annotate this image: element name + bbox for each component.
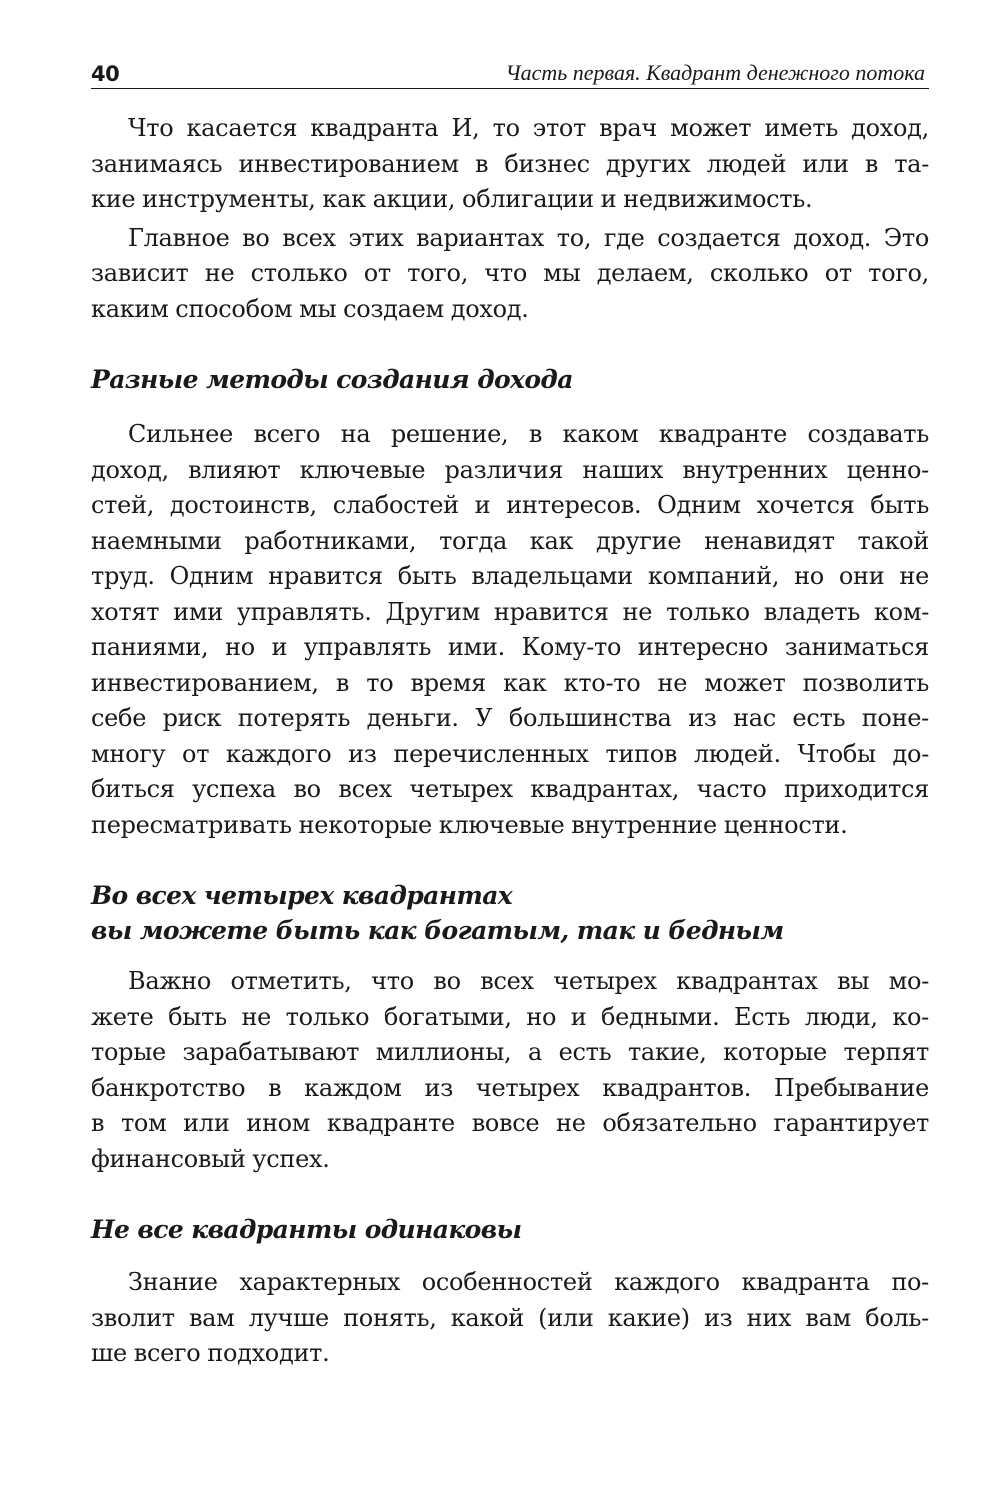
section-heading bbox=[91, 362, 929, 397]
text-line: ше всего подходит. bbox=[91, 1339, 330, 1367]
text-line: наемными работниками, тогда как другие ненавидят такой bbox=[91, 526, 929, 555]
text-line: в том или ином квадранте вовсе не обязательно гарантирует bbox=[91, 1109, 929, 1137]
running-head bbox=[91, 56, 929, 89]
text-line: Что касается квадранта И, то этот врач может иметь доход, bbox=[128, 114, 929, 142]
text-line: финансовый успех. bbox=[91, 1144, 330, 1173]
paragraph-4 bbox=[91, 964, 929, 1177]
text-line: паниями, но и управлять ими. Кому-то интересно заниматься bbox=[91, 633, 929, 661]
paragraph-2 bbox=[91, 221, 929, 328]
text-line: Важно отметить, что во всех четырех квадрантах вы мо- bbox=[128, 967, 929, 995]
text-line: инвестированием, в то время как кто-то не может позволить bbox=[91, 668, 929, 697]
text-line: доход, влияют ключевые различия наших внутренних ценно- bbox=[91, 455, 929, 484]
text-line: занимаясь инвестированием в бизнес других людей или в та- bbox=[91, 149, 929, 178]
heading-line: Не все квадранты одинаковы bbox=[91, 1215, 522, 1244]
text-line: Главное во всех этих вариантах то, где создается доход. Это bbox=[128, 223, 929, 252]
text-line: Сильнее всего на решение, в каком квадранте создавать bbox=[128, 420, 929, 448]
text-line: биться успеха во всех четырех квадрантах, часто приходится bbox=[91, 775, 929, 803]
text-line: Знание характерных особенностей каждого квадранта по- bbox=[128, 1268, 929, 1296]
text-line: зависит не столько от того, что мы делаем, сколько от того, bbox=[91, 259, 929, 287]
text-line: зволит вам лучше понять, какой (или какие) из них вам боль- bbox=[91, 1303, 929, 1332]
text-line: труд. Одним нравится быть владельцами компаний, но они не bbox=[91, 562, 929, 590]
text-line: стей, достоинств, слабостей и интересов. Одним хочется быть bbox=[91, 491, 929, 519]
heading-line: вы можете быть как богатым, так и бедным bbox=[91, 916, 784, 945]
section-heading bbox=[91, 1212, 929, 1247]
text-line: банкротство в каждом из четырех квадрантов. Пребывание bbox=[91, 1073, 929, 1102]
page-number: 40 bbox=[91, 62, 120, 86]
text-line: кие инструменты, как акции, облигации и недвижимость. bbox=[91, 185, 813, 213]
book-page bbox=[91, 56, 929, 1372]
text-line: пересматривать некоторые ключевые внутренние ценности. bbox=[91, 810, 848, 839]
paragraph-3 bbox=[91, 417, 929, 843]
text-line: себе риск потерять деньги. У большинства из нас есть поне- bbox=[91, 704, 929, 732]
heading-line: Во всех четырех квадрантах bbox=[91, 881, 513, 910]
paragraph-5 bbox=[91, 1265, 929, 1372]
heading-line: Разные методы создания дохода bbox=[91, 365, 573, 394]
paragraph-1 bbox=[91, 111, 929, 218]
text-line: торые зарабатывают миллионы, а есть такие, которые терпят bbox=[91, 1038, 929, 1066]
running-title: Часть первая. Квадрант денежного потока bbox=[505, 60, 925, 85]
text-line: жете быть не только богатыми, но и бедными. Есть люди, ко- bbox=[91, 1002, 929, 1031]
text-line: каким способом мы создаем доход. bbox=[91, 294, 529, 323]
text-line: хотят ими управлять. Другим нравится не только владеть ком- bbox=[91, 597, 929, 626]
text-line: многу от каждого из перечисленных типов людей. Чтобы до- bbox=[91, 739, 929, 768]
section-heading bbox=[91, 878, 929, 948]
